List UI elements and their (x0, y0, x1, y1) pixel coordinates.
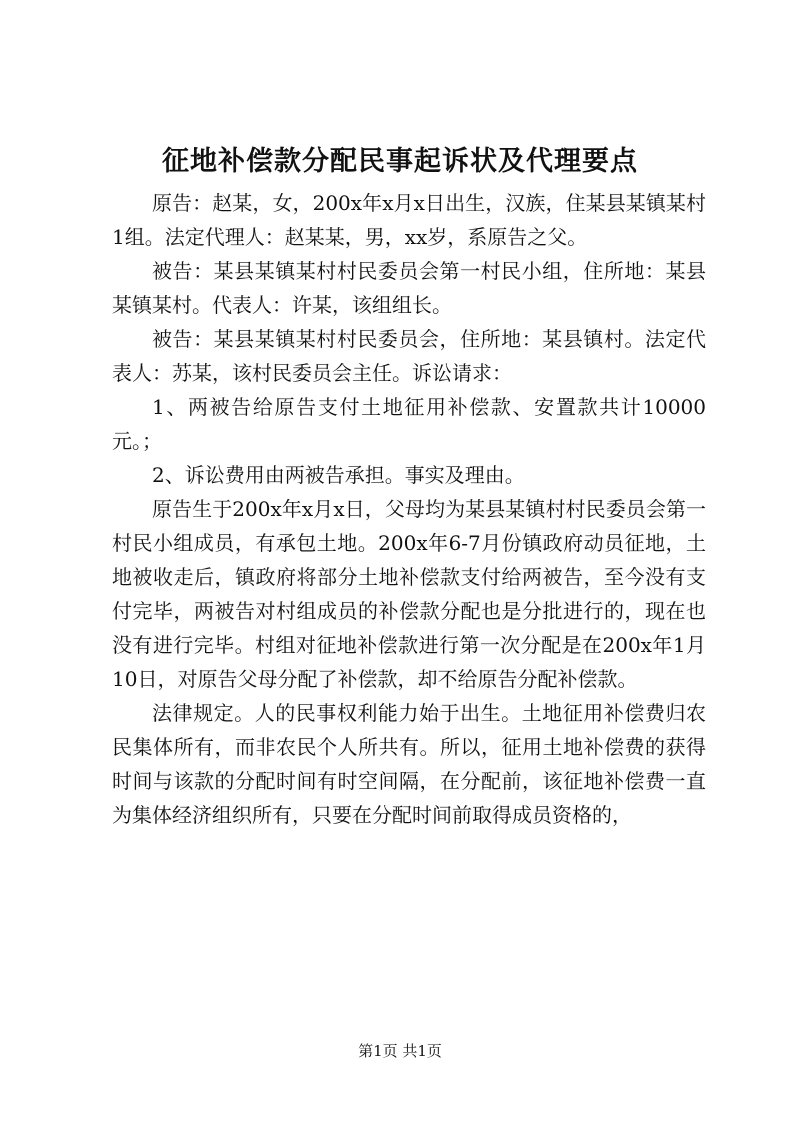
paragraph-defendant-group: 被告：某县某镇某村村民委员会第一村民小组，住所地：某县某镇某村。代表人：许某，该组组长。 (112, 259, 706, 317)
document-title: 征地补偿款分配民事起诉状及代理要点 (162, 146, 638, 177)
paragraph-plaintiff: 原告：赵某，女，200x年x月x日出生，汉族，住某县某镇某村1组。法定代理人：赵某某，男，xx岁，系原告之父。 (112, 191, 706, 249)
paragraph-defendant-committee: 被告：某县某镇某村村民委员会，住所地：某县镇村。法定代表人：苏某，该村民委员会主任。诉讼请求： (112, 327, 706, 385)
document-body (112, 186, 706, 832)
paragraph-law: 法律规定。人的民事权利能力始于出生。土地征用补偿费归农民集体所有，而非农民个人所共有。所以，征用土地补偿费的获得时间与该款的分配时间有时空间隔，在分配前，该征地补偿费一直为集体经济组织所有，只要在分配时间前取得成员资格的， (112, 701, 706, 827)
paragraph-facts: 原告生于200x年x月x日，父母均为某县某镇村村民委员会第一村民小组成员，有承包土地。200x年6-7月份镇政府动员征地，土地被收走后，镇政府将部分土地补偿款支付给两被告，至今没有支付完毕，两被告对村组成员的补偿款分配也是分批进行的，现在也没有进行完毕。村组对征地补偿款进行第一次分配是在200x年1月10日，对原告父母分配了补偿款，却不给原告分配补偿款。 (112, 497, 706, 691)
page-footer: 第1页 共1页 (358, 1042, 442, 1060)
paragraph-claim-2: 2、诉讼费用由两被告承担。事实及理由。 (152, 463, 525, 487)
paragraph-claim-1: 1、两被告给原告支付土地征用补偿款、安置款共计10000元。； (112, 395, 706, 453)
